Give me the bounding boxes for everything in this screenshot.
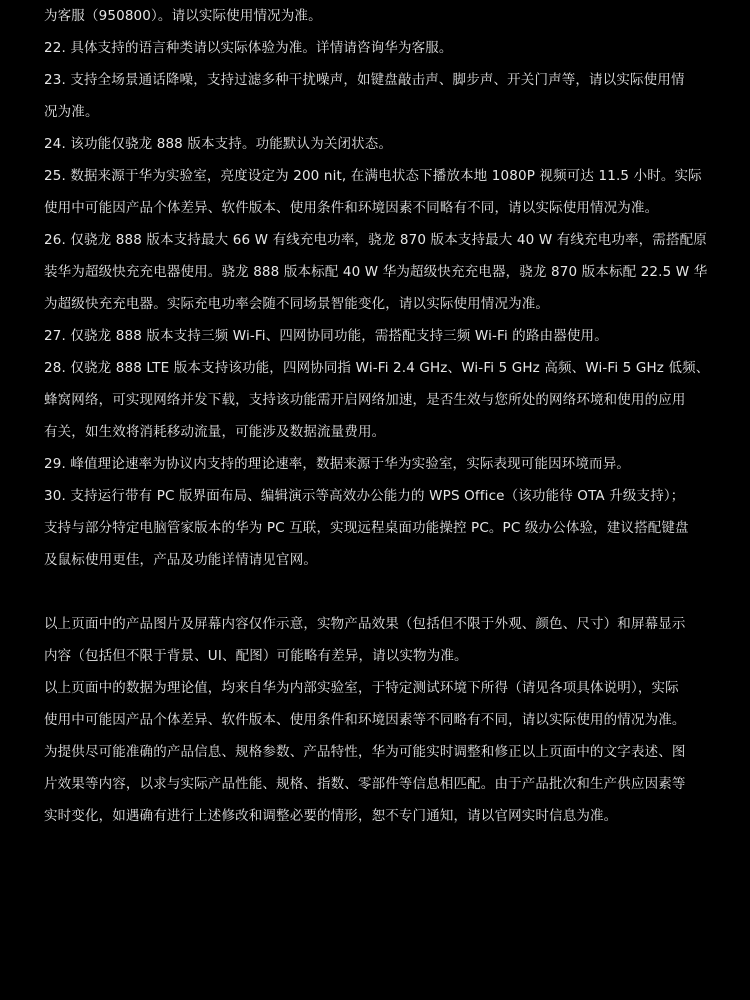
disclaimer-paragraph: [44, 672, 710, 736]
disclaimer-paragraph: [44, 608, 710, 672]
text-line: 29. 峰值理论速率为协议内支持的理论速率，数据来源于华为实验室，实际表现可能因环境而异。: [44, 456, 631, 472]
text-line: 28. 仅骁龙 888 LTE 版本支持该功能，四网协同指 Wi-Fi 2.4 GHz、Wi-Fi 5 GHz 高频、Wi-Fi 5 GHz 低频、: [44, 360, 710, 376]
section-gap: [44, 576, 710, 608]
footnote-21-tail: [44, 0, 710, 32]
text-line: 为客服（950800）。请以实际使用情况为准。: [44, 8, 322, 24]
footnote-24: [44, 128, 710, 160]
footnote-22: [44, 32, 710, 64]
text-line: 25. 数据来源于华为实验室，亮度设定为 200 nit, 在满电状态下播放本地 1080P 视频可达 11.5 小时。实际: [44, 168, 702, 184]
text-line: 况为准。: [44, 104, 99, 120]
footnote-23: [44, 64, 710, 128]
text-line: 为超级快充充电器。实际充电功率会随不同场景智能变化，请以实际使用情况为准。: [44, 296, 550, 312]
footnote-list: [44, 0, 710, 576]
text-line: 22. 具体支持的语言种类请以实际体验为准。详情请咨询华为客服。: [44, 40, 453, 56]
text-line: 27. 仅骁龙 888 版本支持三频 Wi-Fi、四网协同功能，需搭配支持三频 Wi-Fi 的路由器使用。: [44, 328, 608, 344]
text-line: 使用中可能因产品个体差异、软件版本、使用条件和环境因素不同略有不同，请以实际使用情况为准。: [44, 200, 659, 216]
footnotes-page: [44, 0, 710, 832]
text-line: 以上页面中的产品图片及屏幕内容仅作示意，实物产品效果（包括但不限于外观、颜色、尺寸）和屏幕显示: [44, 616, 686, 632]
text-line: 以上页面中的数据为理论值，均来自华为内部实验室，于特定测试环境下所得（请见各项具体说明），实际: [44, 680, 679, 696]
text-line: 及鼠标使用更佳，产品及功能详情请见官网。: [44, 552, 317, 568]
text-line: 片效果等内容，以求与实际产品性能、规格、指数、零部件等信息相匹配。由于产品批次和生产供应因素等: [44, 776, 686, 792]
text-line: 蜂窝网络，可实现网络并发下载，支持该功能需开启网络加速，是否生效与您所处的网络环境和使用的应用: [44, 392, 686, 408]
text-line: 使用中可能因产品个体差异、软件版本、使用条件和环境因素等不同略有不同，请以实际使用的情况为准。: [44, 712, 686, 728]
footnote-25: [44, 160, 710, 224]
footnote-29: [44, 448, 710, 480]
text-line: 支持与部分特定电脑管家版本的华为 PC 互联，实现远程桌面功能操控 PC。PC 级办公体验，建议搭配键盘: [44, 520, 689, 536]
text-line: 为提供尽可能准确的产品信息、规格参数、产品特性，华为可能实时调整和修正以上页面中的文字表述、图: [44, 744, 686, 760]
footnote-30: [44, 480, 710, 576]
text-line: 内容（包括但不限于背景、UI、配图）可能略有差异，请以实物为准。: [44, 648, 468, 664]
text-line: 24. 该功能仅骁龙 888 版本支持。功能默认为关闭状态。: [44, 136, 393, 152]
disclaimer-section: [44, 608, 710, 832]
footnote-27: [44, 320, 710, 352]
text-line: 30. 支持运行带有 PC 版界面布局、编辑演示等高效办公能力的 WPS Office（该功能待 OTA 升级支持）；: [44, 488, 685, 504]
disclaimer-paragraph: [44, 736, 710, 832]
text-line: 23. 支持全场景通话降噪，支持过滤多种干扰噪声，如键盘敲击声、脚步声、开关门声等，请以实际使用情: [44, 72, 685, 88]
text-line: 26. 仅骁龙 888 版本支持最大 66 W 有线充电功率，骁龙 870 版本支持最大 40 W 有线充电功率，需搭配原: [44, 232, 707, 248]
text-line: 装华为超级快充充电器使用。骁龙 888 版本标配 40 W 华为超级快充充电器，骁龙 870 版本标配 22.5 W 华: [44, 264, 708, 280]
text-line: 有关，如生效将消耗移动流量，可能涉及数据流量费用。: [44, 424, 386, 440]
footnote-26: [44, 224, 710, 320]
footnote-28: [44, 352, 710, 448]
text-line: 实时变化，如遇确有进行上述修改和调整必要的情形，恕不专门通知，请以官网实时信息为准。: [44, 808, 618, 824]
